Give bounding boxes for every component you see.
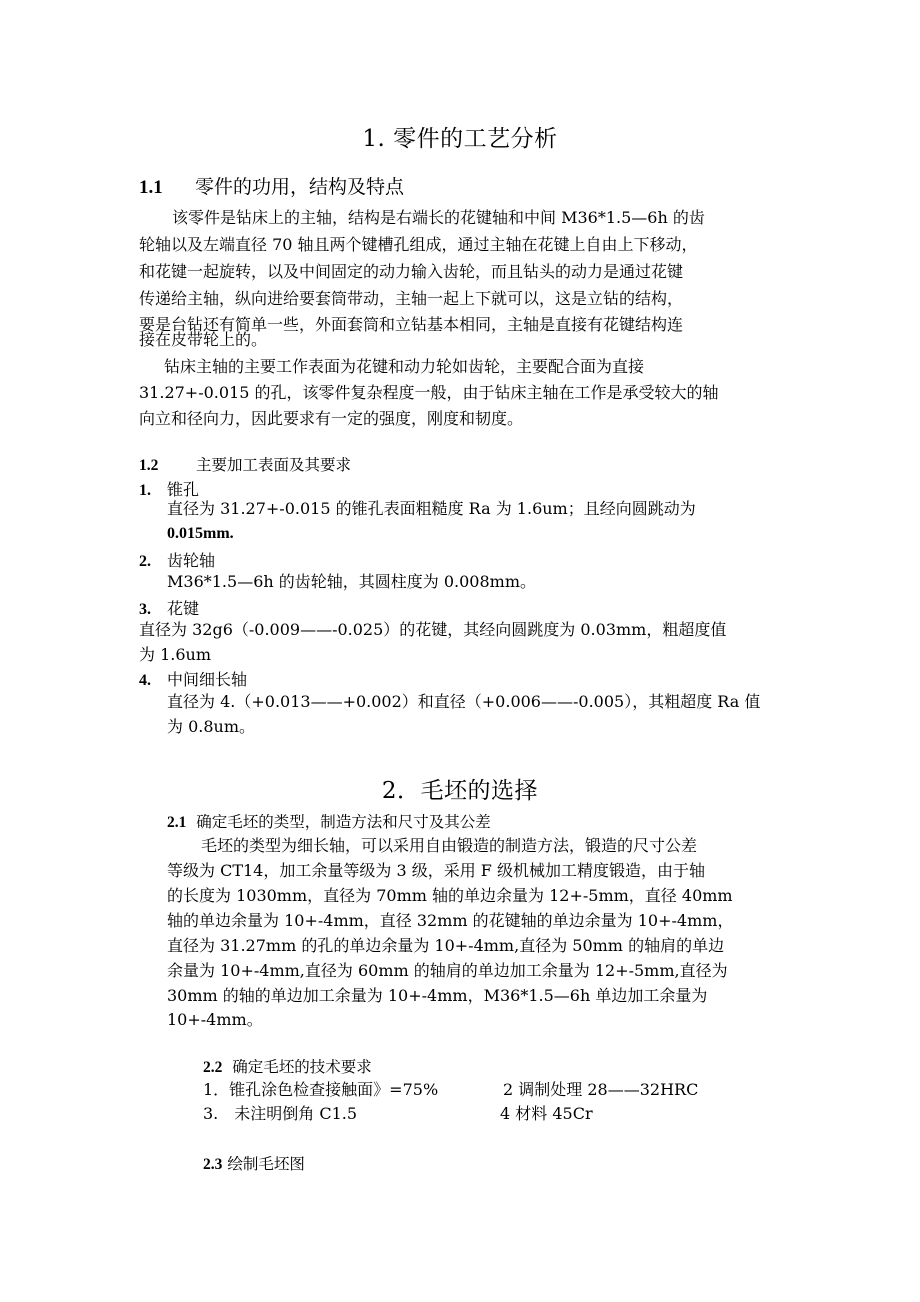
list-item-line: 直径为 32g6（-0.009——-0.025）的花键，其经向圆跳度为 0.03mm，粗超度值	[139, 620, 727, 639]
paragraph-line: 传递给主轴，纵向进给要套筒带动，主轴一起上下就可以，这是立钻的结构，	[139, 289, 684, 308]
paragraph-line: 31.27+-0.015 的孔，该零件复杂程度一般，由于钻床主轴在工作是承受较大的轴	[139, 383, 719, 402]
section-number: 2.3	[203, 1156, 223, 1173]
list-item-heading: 2. 齿轮轴	[139, 551, 216, 570]
requirement-item: 4 材料 45Cr	[500, 1104, 593, 1123]
paragraph-line: 毛坯的类型为细长轴，可以采用自由锻造的制造方法，锻造的尺寸公差	[201, 836, 698, 855]
list-item-line: 直径为 4.（+0.013——+0.002）和直径（+0.006——-0.005），其粗超度 Ra 值	[167, 692, 761, 711]
list-item-heading: 1. 锥孔	[139, 480, 200, 499]
paragraph-line: 余量为 10+-4mm,直径为 60mm 的轴肩的单边加工余量为 12+-5mm,直径为	[167, 961, 728, 980]
section-title: 确定毛坯的技术要求	[232, 1058, 372, 1076]
requirement-item: 3. 未注明倒角 C1.5	[203, 1104, 358, 1123]
section-title: 零件的功用，结构及特点	[195, 176, 405, 198]
section-2-3-heading	[203, 1152, 305, 1174]
section-title: 主要加工表面及其要求	[196, 456, 352, 474]
section-1-1-heading	[139, 172, 404, 199]
paragraph-line: 该零件是钻床上的主轴，结构是右端长的花键轴和中间 M36*1.5—6h 的齿	[172, 208, 705, 227]
requirement-item: 2 调制处理 28——32HRC	[503, 1080, 699, 1099]
list-item-line: 为 1.6um	[139, 645, 212, 664]
paragraph-line: 向立和径向力，因此要求有一定的强度，刚度和韧度。	[139, 409, 524, 428]
paragraph-line: 和花键一起旋转，以及中间固定的动力输入齿轮，而且钻头的动力是通过花键	[139, 262, 684, 281]
paragraph-line: 的长度为 1030mm，直径为 70mm 轴的单边余量为 12+-5mm，直径 40mm	[167, 886, 733, 905]
section-title: 确定毛坯的类型，制造方法和尺寸及其公差	[196, 813, 491, 831]
list-item-line: 直径为 31.27+-0.015 的锥孔表面粗糙度 Ra 为 1.6um；且经向圆跳动为	[167, 499, 696, 518]
section-2-1-heading	[167, 810, 491, 832]
list-item-line: 为 0.8um。	[167, 717, 256, 736]
paragraph-line: 30mm 的轴的单边加工余量为 10+-4mm，M36*1.5—6h 单边加工余量为	[167, 986, 708, 1005]
paragraph-line: 轴的单边余量为 10+-4mm，直径 32mm 的花键轴的单边余量为 10+-4mm，	[167, 911, 734, 930]
section-2-2-heading	[203, 1055, 372, 1077]
section-number: 1.2	[139, 457, 159, 474]
paragraph-line: 接在皮带轮上的。	[139, 330, 268, 349]
section-1-title: 1. 零件的工艺分析	[362, 126, 558, 152]
section-number: 2.1	[167, 814, 187, 831]
list-item-line: 0.015mm.	[167, 525, 234, 542]
list-item-heading: 4. 中间细长轴	[139, 670, 248, 689]
section-title: 绘制毛坯图	[227, 1155, 305, 1173]
section-1-2-heading	[139, 453, 351, 475]
section-2-title: 2．毛坯的选择	[381, 778, 539, 804]
paragraph-line: 钻床主轴的主要工作表面为花键和动力轮如齿轮，主要配合面为直接	[164, 357, 645, 376]
paragraph-line: 轮轴以及左端直径 70 轴且两个键槽孔组成，通过主轴在花键上自由上下移动，	[139, 235, 698, 254]
section-number: 2.2	[203, 1059, 223, 1076]
list-item-line: M36*1.5—6h 的齿轮轴，其圆柱度为 0.008mm。	[167, 572, 536, 591]
requirement-item: 1．锥孔涂色检查接触面》=75%	[203, 1080, 439, 1099]
paragraph-line: 10+-4mm。	[167, 1010, 263, 1029]
paragraph-line: 直径为 31.27mm 的孔的单边余量为 10+-4mm,直径为 50mm 的轴肩的单边	[167, 936, 725, 955]
section-number: 1.1	[139, 177, 163, 198]
list-item-heading: 3. 花键	[139, 599, 200, 618]
paragraph-line: 等级为 CT14，加工余量等级为 3 级，采用 F 级机械加工精度锻造，由于轴	[167, 861, 705, 880]
paragraph-line: 要是台钻还有简单一些，外面套筒和立钻基本相同，主轴是直接有花键结构连	[139, 315, 684, 334]
